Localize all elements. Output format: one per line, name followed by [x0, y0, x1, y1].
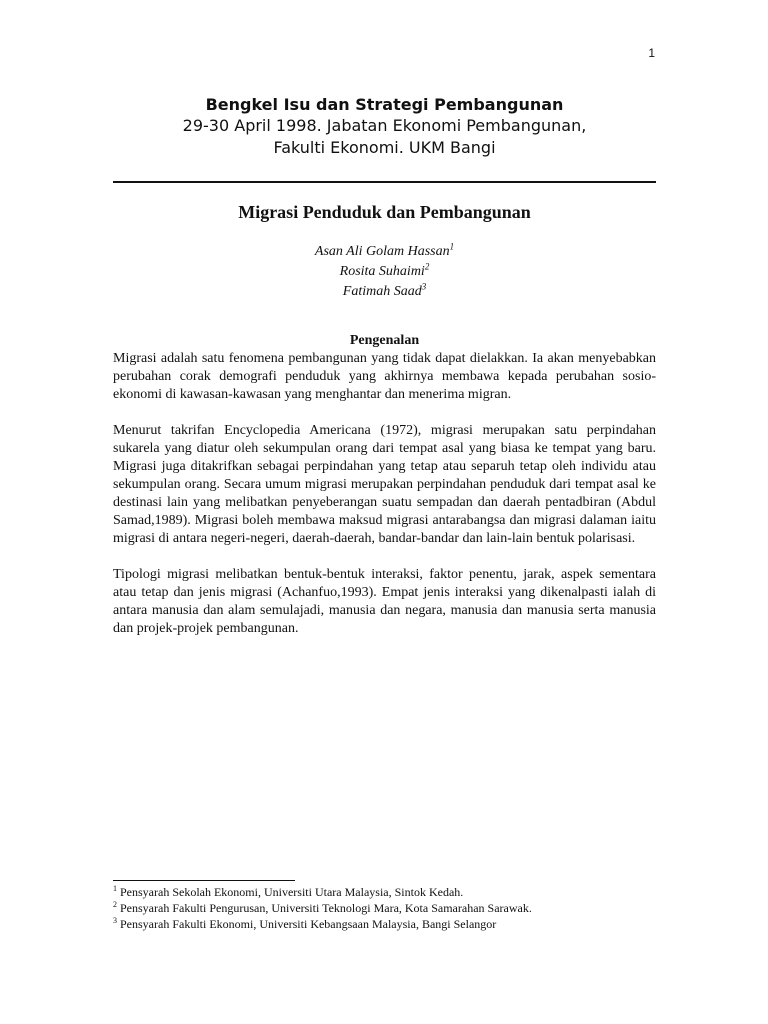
- event-faculty: Fakulti Ekonomi. UKM Bangi: [273, 138, 496, 157]
- author: [113, 242, 656, 262]
- author-footnote-mark: 1: [449, 241, 455, 252]
- header-divider: [113, 181, 656, 183]
- footnote-mark: 1: [113, 884, 117, 893]
- footnote-mark: 3: [113, 916, 117, 925]
- event-header: [113, 94, 656, 159]
- page-number: 1: [648, 46, 655, 60]
- footnotes: [113, 884, 673, 932]
- author-list: [113, 242, 656, 302]
- body-paragraph: Menurut takrifan Encyclopedia Americana (1972), migrasi merupakan satu perpindahan sukarela yang diatur oleh sekumpulan orang dari tempat asal yang biasa ke tempat yang baru. Migrasi juga ditakrifkan sebagai perpindahan yang tetap atau separuh tetap oleh individu atau sekumpulan orang. Secara umum migrasi merupakan perpindahan penduduk dari tempat asal ke destinasi lain yang melibatkan penyeberangan suatu sempadan dan daerah pentadbiran (Abdul Samad,1989). Migrasi boleh membawa maksud migrasi antarabangsa dan migrasi dalaman iaitu migrasi di antara negeri-negeri, daerah-daerah, bandar-bandar dan lain-lain bentuk polarisasi.: [113, 423, 656, 546]
- footnote-text: Pensyarah Sekolah Ekonomi, Universiti Utara Malaysia, Sintok Kedah.: [120, 885, 464, 899]
- event-title: Bengkel Isu dan Strategi Pembangunan: [205, 95, 564, 114]
- footnote: [113, 884, 673, 900]
- paper-title: Migrasi Penduduk dan Pembangunan: [238, 202, 531, 222]
- author: [113, 282, 656, 302]
- section-introduction: [113, 332, 656, 656]
- footnote: [113, 916, 673, 932]
- section-heading: Pengenalan: [349, 333, 420, 348]
- body-paragraph: Migrasi adalah satu fenomena pembangunan yang tidak dapat dielakkan. Ia akan menyebabkan perubahan corak demografi penduduk yang akhirnya membawa kepada perubahan sosio-ekonomi di kawasan-kawasan yang menghantar dan menerima migran.: [113, 351, 656, 402]
- author: [113, 262, 656, 282]
- body-paragraph: Tipologi migrasi melibatkan bentuk-bentuk interaksi, faktor penentu, jarak, aspek sementara atau tetap dan jenis migrasi (Achanfuo,1993). Empat jenis interaksi yang dikenalpasti ialah di antara manusia dan alam semulajadi, manusia dan negara, manusia dan manusia serta manusia dan projek-projek pembangunan.: [113, 567, 656, 636]
- event-date-department: 29-30 April 1998. Jabatan Ekonomi Pembangunan,: [182, 116, 587, 135]
- author-name: Rosita Suhaimi: [339, 264, 425, 279]
- footnote-divider: [113, 880, 295, 881]
- author-name: Fatimah Saad: [342, 284, 422, 299]
- author-footnote-mark: 2: [424, 261, 430, 272]
- footnote-mark: 2: [113, 900, 117, 909]
- footnote-text: Pensyarah Fakulti Ekonomi, Universiti Kebangsaan Malaysia, Bangi Selangor: [120, 917, 497, 931]
- author-name: Asan Ali Golam Hassan: [314, 244, 450, 259]
- footnote: [113, 900, 673, 916]
- footnote-text: Pensyarah Fakulti Pengurusan, Universiti Teknologi Mara, Kota Samarahan Sarawak.: [120, 901, 532, 915]
- author-footnote-mark: 3: [421, 281, 427, 292]
